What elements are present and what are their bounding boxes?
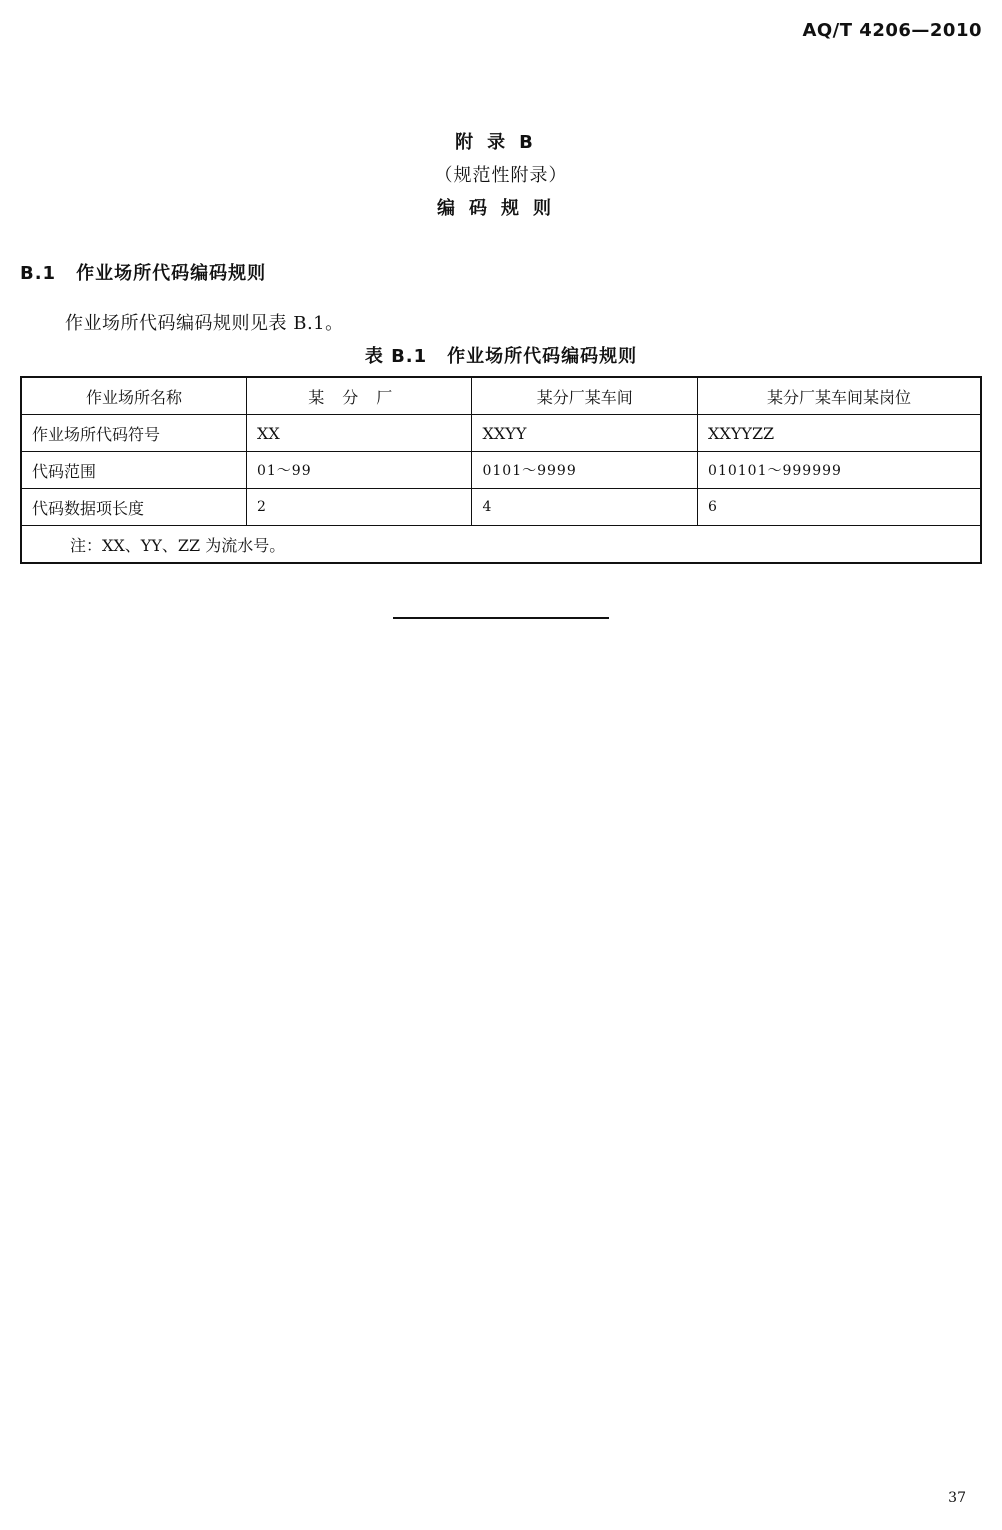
standard-number: AQ/T 4206—2010: [802, 20, 982, 41]
table-header-row: [21, 377, 981, 415]
table-cell: 010101～999999: [698, 452, 981, 489]
appendix-title: 附录B: [455, 132, 547, 153]
table-row: [21, 415, 981, 452]
appendix-subject: 编码规则: [437, 198, 565, 219]
table-cell: XXYYZZ: [698, 415, 981, 452]
table-cell: 01～99: [246, 452, 472, 489]
table-cell: XX: [246, 415, 472, 452]
page-number: 37: [948, 1490, 966, 1506]
table-row: [21, 452, 981, 489]
row-label: 代码范围: [21, 452, 246, 489]
header-cell-workshop: 某分厂某车间: [472, 377, 698, 415]
table-cell: XXYY: [472, 415, 698, 452]
code-rules-table: [20, 376, 982, 564]
table-row: [21, 489, 981, 526]
table-caption-title: 作业场所代码编码规则: [447, 346, 638, 367]
body-paragraph: 作业场所代码编码规则见表 B.1。: [65, 313, 344, 334]
section-number: B.1: [20, 263, 57, 284]
end-rule: [393, 617, 609, 619]
row-label: 作业场所代码符号: [21, 415, 246, 452]
header-cell-workplace-name: 作业场所名称: [21, 377, 246, 415]
table-cell: 6: [698, 489, 981, 526]
section-title: 作业场所代码编码规则: [76, 263, 267, 284]
table-cell: 0101～9999: [472, 452, 698, 489]
table-note-row: [21, 526, 981, 564]
table-caption-number: 表 B.1: [364, 346, 428, 367]
table-cell: 2: [246, 489, 472, 526]
header-cell-branch-factory: 某分厂: [246, 377, 472, 415]
table-note: 注：XX、YY、ZZ 为流水号。: [21, 526, 981, 564]
row-label: 代码数据项长度: [21, 489, 246, 526]
section-heading-b1: [20, 259, 266, 285]
appendix-nature: （规范性附录）: [434, 165, 568, 186]
table-caption: [0, 342, 1002, 368]
table-cell: 4: [472, 489, 698, 526]
appendix-heading: [0, 126, 1002, 225]
header-cell-post: 某分厂某车间某岗位: [698, 377, 981, 415]
